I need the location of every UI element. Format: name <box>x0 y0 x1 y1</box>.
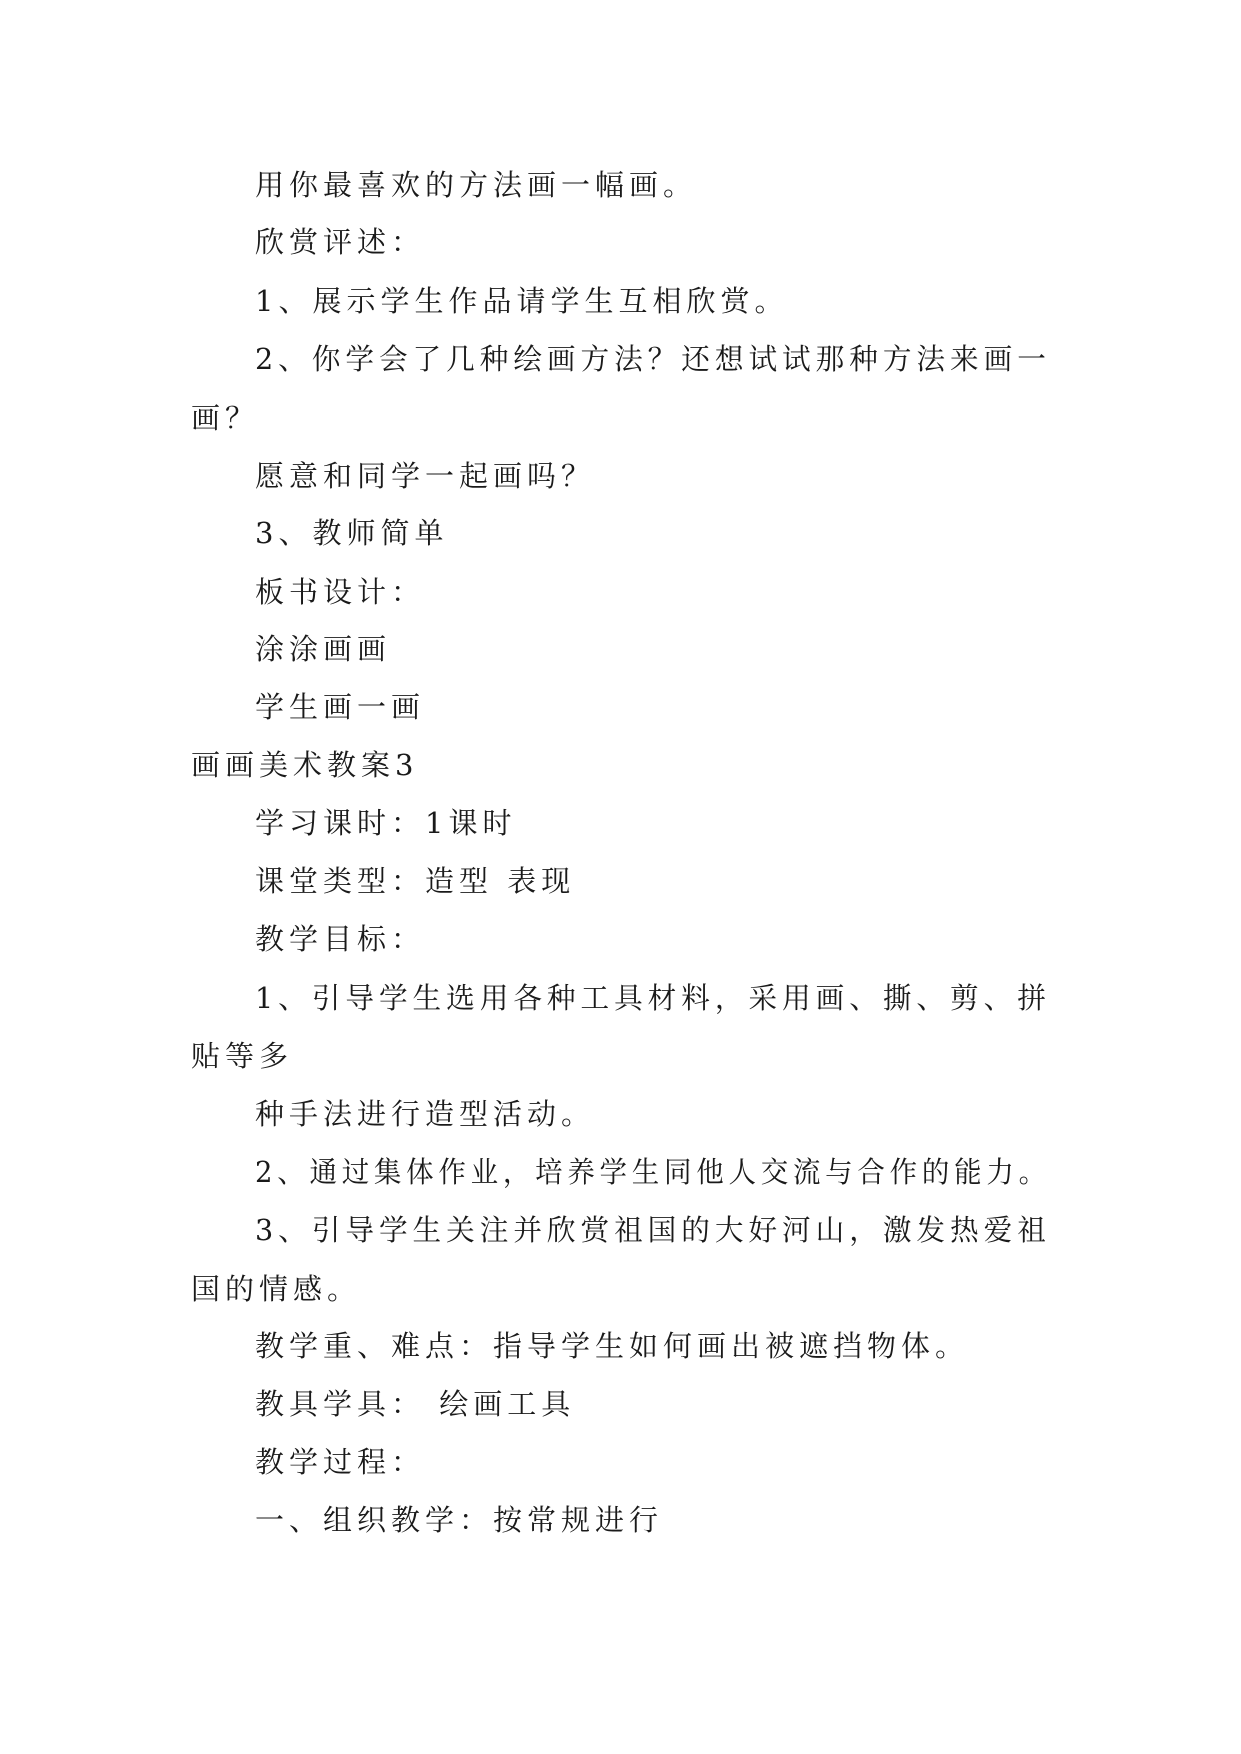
text-line: 教具学具： 绘画工具 <box>255 1387 576 1421</box>
text-line: 学习课时：1课时 <box>255 806 517 840</box>
text-line: 2、通过集体作业，培养学生同他人交流与合作的能力。 <box>255 1155 1051 1189</box>
text-line: 教学目标： <box>255 922 426 956</box>
text-line: 用你最喜欢的方法画一幅画。 <box>255 168 698 202</box>
text-line: 国的情感。 <box>191 1272 362 1306</box>
section-heading: 画画美术教案3 <box>191 748 419 782</box>
text-line: 3、引导学生关注并欣赏祖国的大好河山，激发热爱祖 <box>255 1213 1051 1247</box>
text-line: 画？ <box>191 401 260 435</box>
text-line: 涂涂画画 <box>255 632 392 666</box>
text-line: 板书设计： <box>255 575 426 609</box>
text-line: 愿意和同学一起画吗？ <box>255 459 596 493</box>
text-line: 3、教师简单 <box>255 516 449 550</box>
text-line: 教学过程： <box>255 1445 426 1479</box>
text-line: 一、组织教学：按常规进行 <box>255 1503 664 1537</box>
text-line: 教学重、难点：指导学生如何画出被遮挡物体。 <box>255 1329 970 1363</box>
text-line: 种手法进行造型活动。 <box>255 1097 596 1131</box>
text-line: 课堂类型：造型 表现 <box>255 864 576 898</box>
text-line: 欣赏评述： <box>255 225 426 259</box>
text-line: 1、引导学生选用各种工具材料，采用画、撕、剪、拼 <box>255 981 1051 1015</box>
text-line: 1、展示学生作品请学生互相欣赏。 <box>255 284 789 318</box>
text-line: 学生画一画 <box>255 690 426 724</box>
text-line: 贴等多 <box>191 1039 294 1073</box>
text-line: 2、你学会了几种绘画方法？还想试试那种方法来画一 <box>255 342 1051 376</box>
